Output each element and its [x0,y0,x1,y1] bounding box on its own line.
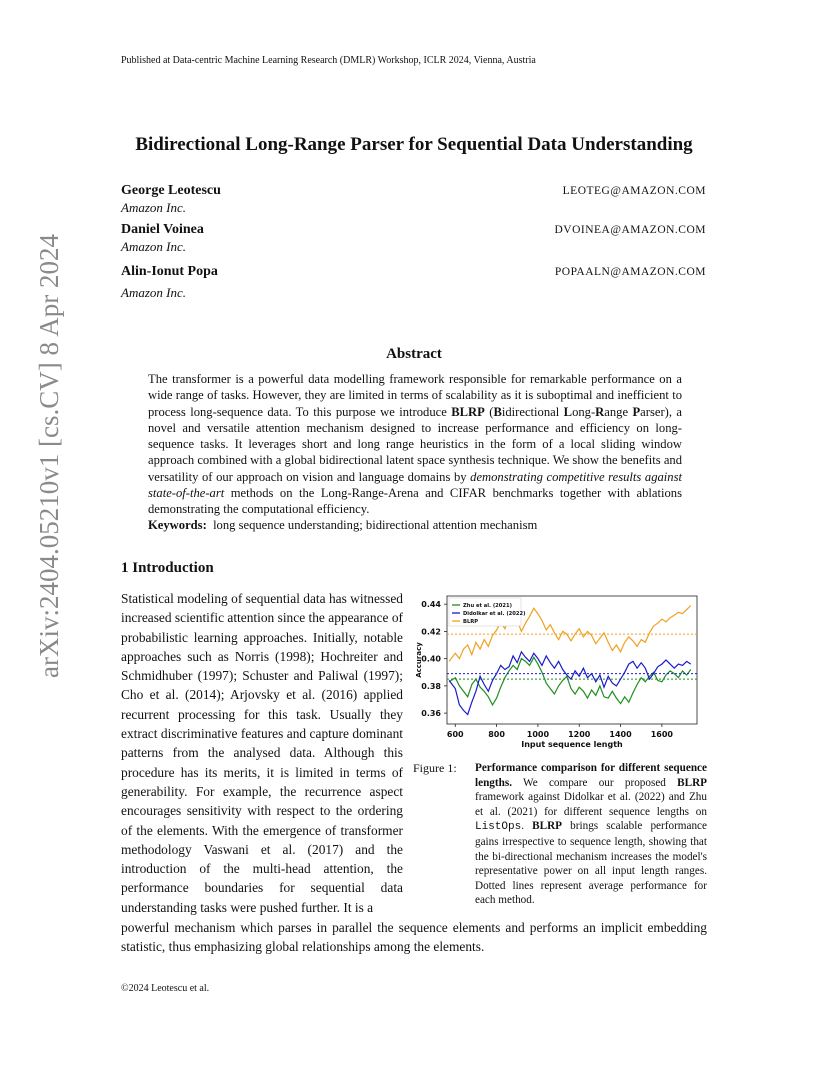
x-tick-label: 600 [446,730,464,739]
copyright-footer: ©2024 Leotescu et al. [121,983,210,994]
y-tick-label: 0.42 [421,627,441,637]
keywords-label: Keywords: [148,518,207,532]
arxiv-watermark: arXiv:2404.05210v1 [cs.CV] 8 Apr 2024 [34,234,64,678]
author-email-2[interactable]: DVOINEA@AMAZON.COM [554,224,706,236]
y-tick-label: 0.40 [421,654,441,664]
series-line [449,657,691,705]
legend-label: Zhu et al. (2021) [463,603,512,609]
running-header: Published at Data-centric Machine Learning Research (DMLR) Workshop, ICLR 2024, Vienna, Austria [121,55,536,66]
y-tick-label: 0.36 [421,709,441,719]
author-affiliation-1: Amazon Inc. [121,200,186,215]
author-name-1: George Leotescu [121,183,221,198]
paper-title: Bidirectional Long-Range Parser for Sequential Data Understanding [135,134,693,155]
keywords-text: long sequence understanding; bidirectional attention mechanism [213,518,538,532]
author-email-3[interactable]: POPAALN@AMAZON.COM [554,266,706,278]
intro-paragraph: Statistical modeling of sequential data has witnessed increased scientific attention since the appearance of probabilistic learning approaches. Initially, notable approaches such as Norris (1998); Hochreiter and Schmidhuber (1997); Schuster and Paliwal (1997); Cho et al. (2014); Arjovsky et al. (2016) applied recurrent processing for this task. Usually they extract discriminative features and capture dominant patterns from the analysed data. Although this procedure has its merits, it is limited in terms of generability. For example, the recurrence aspect encourages sensitivity with respect to the ordering of the elements. With the emergence of transformer methodology Vaswani et al. (2017) and the introduction of the multi-head attention, the performance boundaries for sequential data understanding tasks were pushed further. It is a [121,591,403,915]
author-affiliation-3: Amazon Inc. [121,285,186,300]
x-axis-label: Input sequence length [521,740,623,749]
abstract-text: The transformer is a powerful data modelling framework responsible for remarkable performance on a wide range of tasks. However, they are limited in terms of scalability as it is suboptimal and inefficient to process long-sequence data. To this purpose we introduce BLRP (Bidirectional Long-Range Parser), a novel and versatile attention mechanism designed to increase performance and efficiency on long-sequence tasks. It leverages short and long range heuristics in the form of a local sliding window approach combined with a global bidirectional latent space synthesis technique. We show the benefits and versatility of our approach on vision and language domains by demonstrating competitive results against state-of-the-art methods on the Long-Range-Arena and CIFAR benchmarks together with ablations demonstrating the computational efficiency. [148,372,682,517]
y-axis-label: Accuracy [415,642,423,678]
x-tick-label: 1000 [526,730,550,739]
x-tick-label: 1200 [568,730,591,739]
author-affiliation-2: Amazon Inc. [121,239,186,254]
series-line [449,652,691,715]
x-tick-label: 800 [488,730,505,739]
author-name-2: Daniel Voinea [121,222,204,237]
abstract-heading: Abstract [386,346,442,362]
y-tick-label: 0.38 [421,681,441,691]
figure-caption: Performance comparison for different sequence lengths. We compare our proposed BLRP framework against Didolkar et al. (2022) and Zhu et al. (2021) for different sequence lengths on ListOps. BLRP brings scalable performance gains irrespective to sequence length, showing that the bi-directional mechanism increases the model's representative power on all input length ranges. Dotted lines represent average performance for each method. [475,762,707,907]
x-tick-label: 1600 [650,730,674,739]
y-tick-label: 0.44 [421,600,441,610]
legend-label: BLRP [463,619,479,625]
figure-label: Figure 1: [413,761,457,775]
section-heading: 1 Introduction [121,560,214,576]
accuracy-line-chart [413,592,707,752]
author-email-1[interactable]: LEOTEG@AMAZON.COM [562,185,706,197]
legend-label: Didolkar et al. (2022) [463,611,526,617]
intro-paragraph-continued: powerful mechanism which parses in parallel the sequence elements and performs an implicit embedding statistic, thus emphasizing global relationships among the elements. [121,920,707,955]
author-name-3: Alin-Ionut Popa [121,264,218,279]
x-tick-label: 1400 [609,730,632,739]
keywords [148,518,537,533]
figure-1-chart [413,592,707,752]
